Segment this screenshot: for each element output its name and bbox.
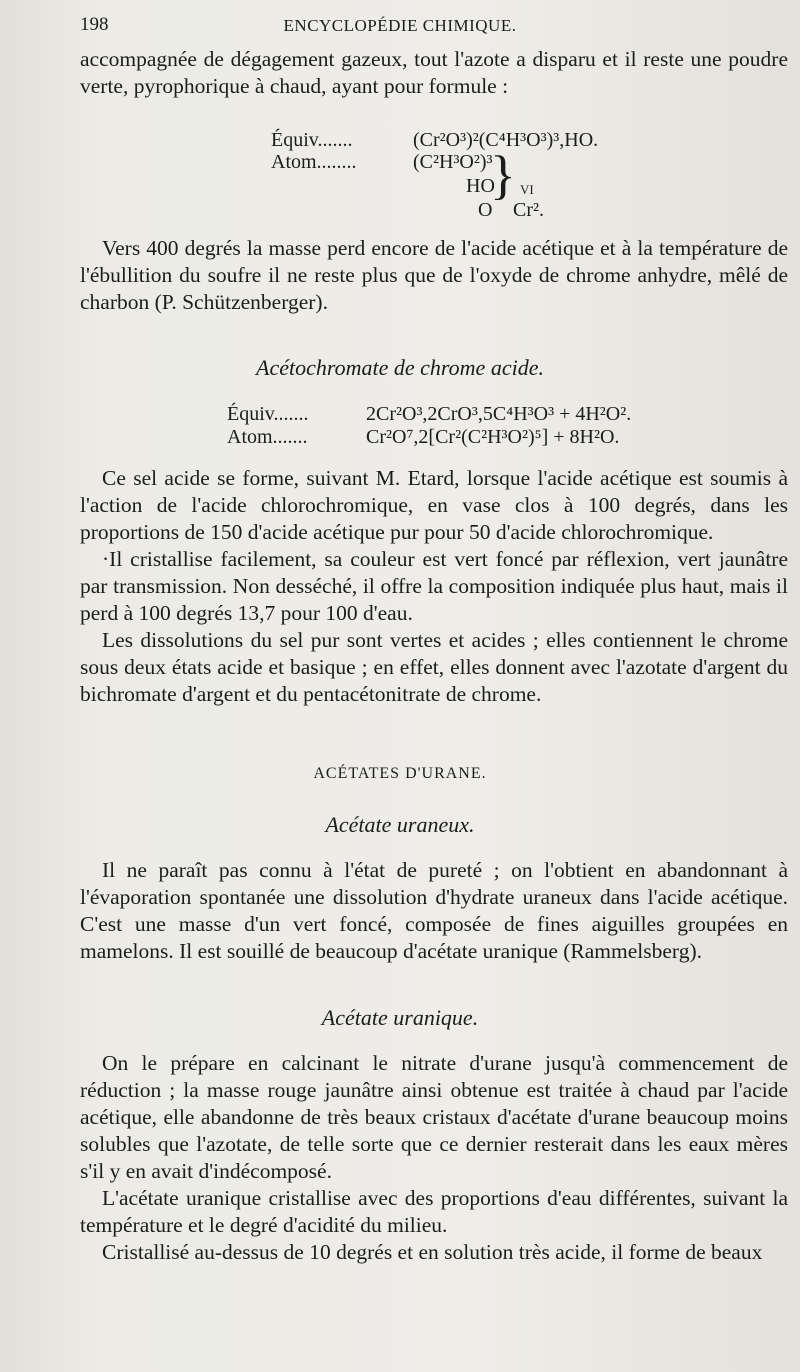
paragraph-sel-acide: Ce sel acide se forme, suivant M. Etard, lorsque l'acide acétique est soumis à l'action de l'acide chlorochromique, en vase clos à 100 degrés, dans les proportions de 150 d'acide acétique pur pour 50 d'acide chlorochromique. ·Il cristallise facilement, sa couleur est vert foncé par réflexion, vert jaunâtre par transmission. Non desséché, il offre la composition indiquée plus haut, mais il perd à 100 degrés 13,7 pour 100 d'eau. Les dissolutions du sel pur sont vertes et acides ; elles contiennent le chrome sous deux états acide et basique ; en effet, elles donnent avec l'azotate d'argent du bichromate d'argent et du pentacétonitrate de chrome. [80, 466, 788, 706]
paragraph-400-degres: Vers 400 degrés la masse perd encore de l'acide acétique et à la température de l'ébullition du soufre il ne reste plus que de l'oxyde de chrome anhydre, mêlé de charbon (P. Schützenberger). [80, 236, 788, 314]
formula2-atom-formula: Cr²O⁷,2[Cr²(C²H³O²)⁵] + 8H²O. [366, 426, 620, 448]
running-title: ENCYCLOPÉDIE CHIMIQUE. [283, 16, 517, 35]
formula1-atom-label: Atom........ [271, 151, 357, 173]
paragraph-uraneux: Il ne paraît pas connu à l'état de pureté ; on l'obtient en abandonnant à l'évaporation spontanée une dissolution d'hydrate uraneux dans l'acide acétique. C'est une masse d'un vert foncé, composée de fines aiguilles groupées en mamelons. Il est souillé de beaucoup d'acétate uranique (Rammelsberg). [80, 858, 788, 963]
section-heading-urane: ACÉTATES D'URANE. [313, 765, 487, 782]
formula1-cr: Cr². [513, 199, 544, 221]
formula2-atom-label: Atom....... [227, 426, 308, 448]
page-header [80, 14, 780, 42]
formula1-atom-line2: HO [466, 175, 495, 197]
formula1-atom-line3: O [478, 199, 493, 221]
title-acetate-uranique: Acétate uranique. [321, 1005, 479, 1030]
paragraph-prepare: On le prépare en calcinant le nitrate d'urane jusqu'à commencement de réduction ; la masse rouge jaunâtre ainsi obtenue est traitée à chaud par l'acide acétique, elle abandonne de très beaux cristaux d'acétate d'urane beaucoup moins solubles que l'azotate, de telle sorte que ce dernier resterait dans les eaux mères s'il y en avait d'indécomposé. L'acétate uranique cristallise avec des proportions d'eau différentes, suivant la température et le degré d'acidité du milieu. Cristallisé au-dessus de 10 degrés et en solution très acide, il forme de beaux [80, 1051, 788, 1264]
formula1-equiv-label: Équiv....... [271, 129, 353, 151]
formula1-equiv-formula: (Cr²O³)²(C⁴H³O³)³,HO. [413, 129, 599, 151]
title-acetate-uraneux: Acétate uraneux. [325, 812, 475, 837]
formula1-brace: } [490, 145, 516, 205]
title-acetochromate: Acétochromate de chrome acide. [256, 355, 544, 380]
formula1-atom-line1: (C²H³O²)³ [413, 151, 493, 173]
formula2-equiv-formula: 2Cr²O³,2CrO³,5C⁴H³O³ + 4H²O². [366, 403, 632, 425]
page-number: 198 [80, 14, 109, 35]
formula1-valence: VI [520, 182, 534, 197]
paragraph-intro: accompagnée de dégagement gazeux, tout l'azote a disparu et il reste une poudre verte, pyrophorique à chaud, ayant pour formule : [80, 47, 788, 98]
formula2-equiv-label: Équiv....... [227, 403, 309, 425]
